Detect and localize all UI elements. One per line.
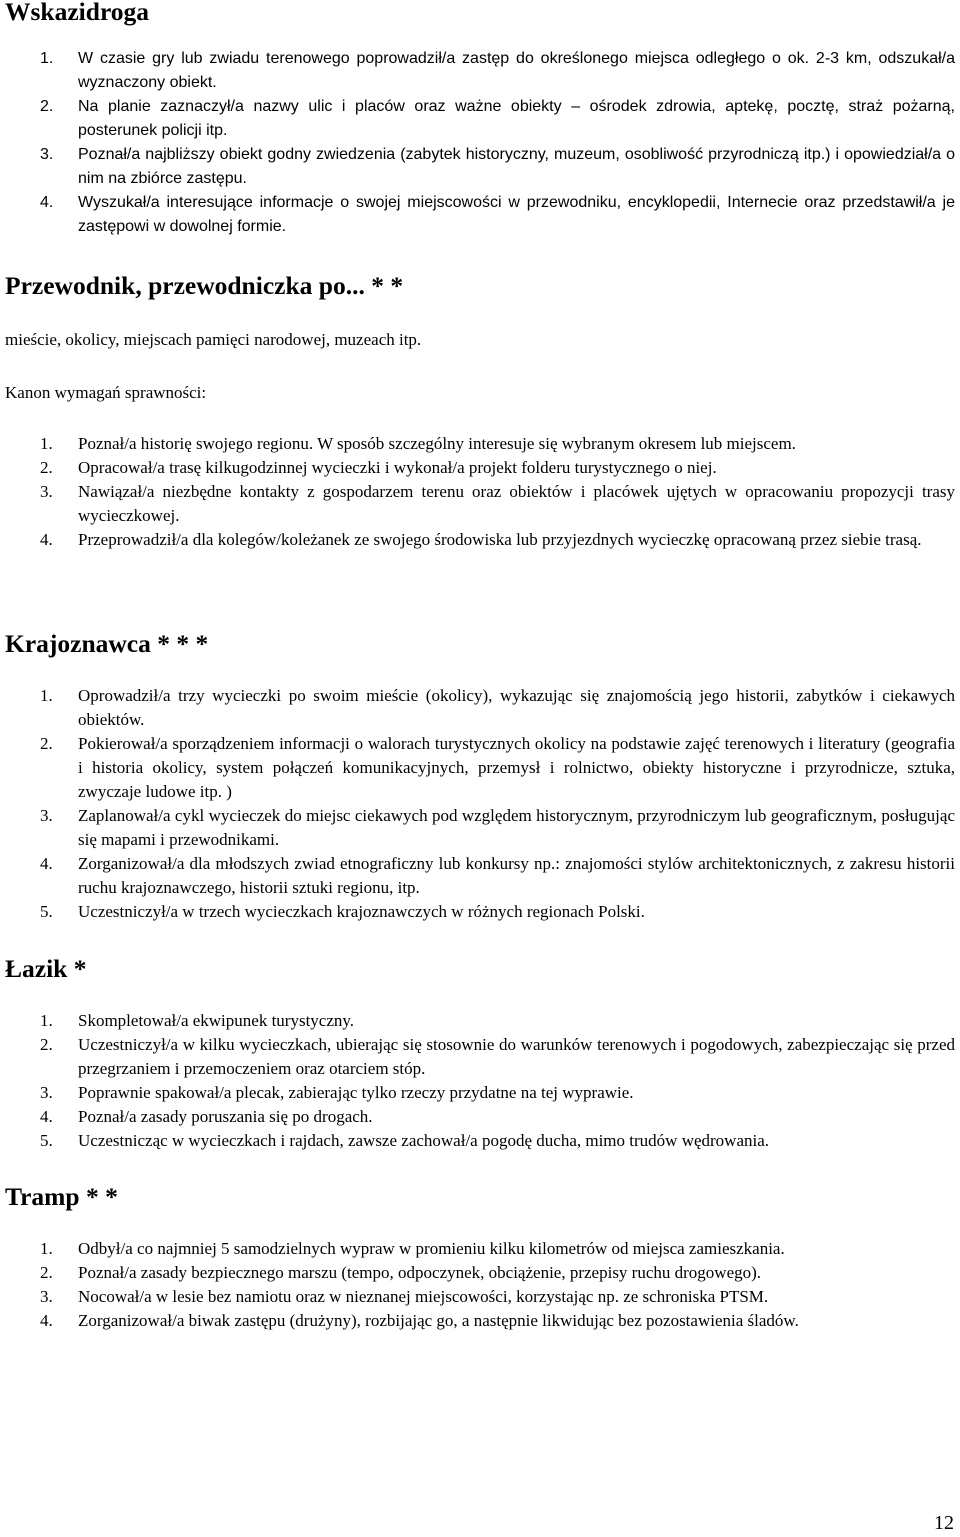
item-text: Pokierował/a sporządzeniem informacji o walorach turystycznych okolicy na podstawie zajęć terenowych i literatury (geografia i historia okolicy, system połączeń komunikacyjnych, przemysł i rolnictwo, obiekty historyczne i przyrodnicze, sztuka, zwyczaje ludowe itp. ) xyxy=(78,734,955,801)
list-item xyxy=(40,900,955,924)
item-number: 2. xyxy=(40,1035,53,1054)
krajoznawca-list xyxy=(40,684,955,924)
section-title-wskazidroga: Wskazidroga xyxy=(5,0,150,26)
tramp-list xyxy=(40,1237,955,1333)
item-text: Nocował/a w lesie bez namiotu oraz w nieznanej miejscowości, korzystając np. ze schroniska PTSM. xyxy=(78,1287,769,1306)
item-number: 2. xyxy=(40,458,53,477)
item-number: 4. xyxy=(40,1311,53,1330)
przewodnik-list xyxy=(40,432,955,552)
item-number: 3. xyxy=(40,806,53,825)
item-number: 1. xyxy=(40,686,53,705)
item-text: Poprawnie spakował/a plecak, zabierając tylko rzeczy przydatne na tej wyprawie. xyxy=(78,1083,634,1102)
item-number: 3. xyxy=(40,482,53,501)
item-text: Oprowadził/a trzy wycieczki po swoim mieście (okolicy), wykazując się znajomością jego historii, zabytków i ciekawych obiektów. xyxy=(78,686,955,729)
list-item xyxy=(40,732,955,804)
list-item xyxy=(40,852,955,900)
item-number: 1. xyxy=(40,1239,53,1258)
item-text: Zorganizował/a dla młodszych zwiad etnograficzny lub konkursy np.: znajomości stylów architektonicznych, z zakresu historii ruchu krajoznawczego, historii sztuki regionu, itp. xyxy=(78,854,955,897)
section-title-tramp: Tramp * * xyxy=(5,1182,118,1211)
list-item xyxy=(40,528,955,552)
item-number: 3. xyxy=(40,1083,53,1102)
item-text: Zaplanował/a cykl wycieczek do miejsc ciekawych pod względem historycznym, przyrodniczym lub geograficznym, posługując się mapami i przewodnikami. xyxy=(78,806,955,849)
item-text: Uczestniczył/a w kilku wycieczkach, ubierając się stosownie do warunków terenowych i pogodowych, zabezpieczając się przed przegrzaniem i przemoczeniem oraz otarciem stóp. xyxy=(78,1035,955,1078)
wskazidroga-list xyxy=(40,47,955,239)
list-item xyxy=(40,432,955,456)
list-item xyxy=(40,95,955,143)
item-number: 3. xyxy=(40,146,54,163)
item-text: Odbył/a co najmniej 5 samodzielnych wypraw w promieniu kilku kilometrów od miejsca zamieszkania. xyxy=(78,1239,785,1258)
list-item xyxy=(40,1237,955,1261)
list-item xyxy=(40,1105,955,1129)
list-item xyxy=(40,47,955,95)
item-number: 1. xyxy=(40,1011,53,1030)
item-number: 1. xyxy=(40,50,54,67)
list-item xyxy=(40,1009,955,1033)
list-item xyxy=(40,1309,955,1333)
item-number: 4. xyxy=(40,854,53,873)
item-number: 5. xyxy=(40,1131,53,1150)
lazik-list xyxy=(40,1009,955,1153)
przewodnik-subtitle: mieście, okolicy, miejscach pamięci narodowej, muzeach itp. xyxy=(5,330,422,349)
item-text: Poznał/a najbliższy obiekt godny zwiedzenia (zabytek historyczny, muzeum, osobliwość przyrodniczą itp.) i opowiedział/a o nim na zbiórce zastępu. xyxy=(78,146,955,187)
item-text: Nawiązał/a niezbędne kontakty z gospodarzem terenu oraz obiektów i placówek ujętych w opracowaniu propozycji trasy wycieczkowej. xyxy=(78,482,955,525)
item-text: Uczestnicząc w wycieczkach i rajdach, zawsze zachował/a pogodę ducha, mimo trudów wędrowania. xyxy=(78,1131,770,1150)
list-item xyxy=(40,1129,955,1153)
list-item xyxy=(40,684,955,732)
item-text: Skompletował/a ekwipunek turystyczny. xyxy=(78,1011,355,1030)
list-item xyxy=(40,804,955,852)
list-item xyxy=(40,1081,955,1105)
item-number: 2. xyxy=(40,1263,53,1282)
item-text: Zorganizował/a biwak zastępu (drużyny), rozbijając go, a następnie likwidując bez pozostawienia śladów. xyxy=(78,1311,799,1330)
item-text: Poznał/a zasady bezpiecznego marszu (tempo, odpoczynek, obciążenie, przepisy ruchu drogowego). xyxy=(78,1263,762,1282)
item-number: 4. xyxy=(40,530,53,549)
list-item xyxy=(40,456,955,480)
item-text: Poznał/a historię swojego regionu. W sposób szczególny interesuje się wybranym okresem lub miejscem. xyxy=(78,434,796,453)
list-item xyxy=(40,143,955,191)
item-text: W czasie gry lub zwiadu terenowego poprowadził/a zastęp do określonego miejsca odległego o ok. 2-3 km, odszukał/a wyznaczony obiekt. xyxy=(78,50,955,91)
page-number: 12 xyxy=(934,1512,954,1534)
item-number: 4. xyxy=(40,1107,53,1126)
item-number: 2. xyxy=(40,98,54,115)
item-number: 5. xyxy=(40,902,53,921)
section-title-krajoznawca: Krajoznawca * * * xyxy=(5,629,209,658)
item-number: 2. xyxy=(40,734,53,753)
section-title-lazik: Łazik * xyxy=(5,954,87,983)
item-text: Poznał/a zasady poruszania się po drogach. xyxy=(78,1107,373,1126)
item-text: Na planie zaznaczył/a nazwy ulic i placów oraz ważne obiekty – ośrodek zdrowia, aptekę, pocztę, straż pożarną, posterunek policji itp. xyxy=(78,98,955,139)
list-item xyxy=(40,191,955,239)
list-item xyxy=(40,480,955,528)
item-text: Uczestniczył/a w trzech wycieczkach krajoznawczych w różnych regionach Polski. xyxy=(78,902,645,921)
item-text: Wyszukał/a interesujące informacje o swojej miejscowości w przewodniku, encyklopedii, Internecie oraz przedstawił/a je zastępowi w dowolnej formie. xyxy=(78,194,955,235)
list-item xyxy=(40,1033,955,1081)
list-item xyxy=(40,1285,955,1309)
section-title-przewodnik: Przewodnik, przewodniczka po... * * xyxy=(5,271,404,300)
item-text: Przeprowadził/a dla kolegów/koleżanek ze swojego środowiska lub przyjezdnych wycieczkę opracowaną przez siebie trasą. xyxy=(78,530,922,549)
item-number: 3. xyxy=(40,1287,53,1306)
canon-label: Kanon wymagań sprawności: xyxy=(5,383,207,402)
item-number: 1. xyxy=(40,434,53,453)
list-item xyxy=(40,1261,955,1285)
item-text: Opracował/a trasę kilkugodzinnej wycieczki i wykonał/a projekt folderu turystycznego o niej. xyxy=(78,458,717,477)
item-number: 4. xyxy=(40,194,54,211)
